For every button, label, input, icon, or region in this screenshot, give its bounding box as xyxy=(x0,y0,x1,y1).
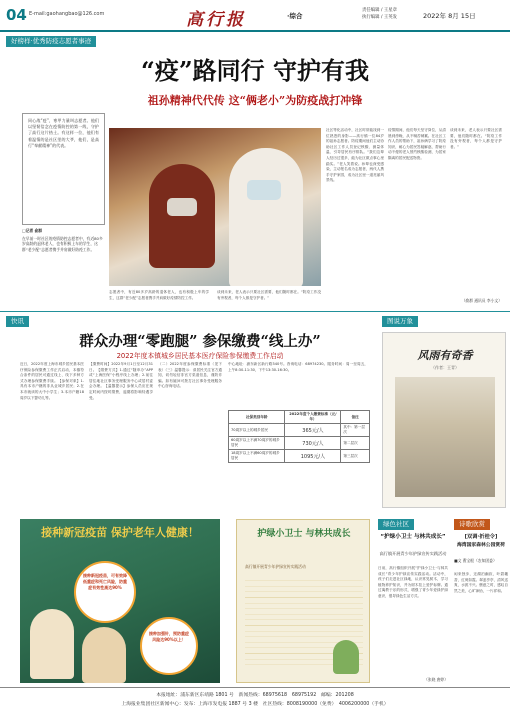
poem-body: 闲来独步，还湖泊幽寂，叶碧藕香，红荷如霞。翠盖亭亭，清风送爽，水波不兴。惬意之时，感叹自然之美，心旷神怡，一片祥和。 xyxy=(454,572,508,593)
masthead-email: E-mail:gaohangbao@126.com xyxy=(29,11,105,17)
photo-volunteer-right xyxy=(229,148,303,286)
issue-date: 2022年 8月 15日 xyxy=(423,12,476,20)
table-cell: 60周岁以上不满70周岁的城乡居民 xyxy=(229,437,285,450)
table-header: 备注 xyxy=(341,411,370,424)
exec-editor: 执行编辑 / 王英发 xyxy=(362,15,398,20)
green-community-subheadline: 高行镇开展青少年护绿宣传实践活动 xyxy=(379,551,447,556)
green-community-headline: “护绿小卫士 与林共成长” xyxy=(380,534,446,540)
art-credit: （作者：王青） xyxy=(431,365,459,370)
table-row xyxy=(229,450,370,463)
table-cell: 70周岁以上的城乡居民 xyxy=(229,424,285,437)
footer-rule xyxy=(0,687,510,688)
quick-col4: 中心地址：浦东新区新行路340号。咨询电话：68974230。服务时间：周一至周五，上午8:30-11:30，下午13:30-16:30。 xyxy=(228,362,368,372)
table-cell: 365元/人 xyxy=(285,424,341,437)
painting xyxy=(395,377,495,497)
green-poster-desc: 高行镇开展青少年护绿宣传实践活动 xyxy=(245,564,306,569)
intro-quote: 同心战“疫”，寒甲力量叫志愿者。他们以坚韧信念在疫情防控的第一线，守护了高行这片热土。有这样一位，他们有着温情的是社区里的大爷，他们，是高行“奉献精神”的代表。 xyxy=(28,118,99,148)
editors xyxy=(362,7,397,21)
page-number: 04 xyxy=(6,6,27,24)
quick-col3: （二）2022年度参保缴费标准（见下表）（三）温馨提示：请居民关注官方通知，切勿轻信非官方渠道信息，谨防诈骗。如有疑问可拨打社区事务受理服务中心咨询电话。 xyxy=(158,362,222,389)
table-cell: 730元/人 xyxy=(285,437,341,450)
main-photo xyxy=(109,128,321,286)
table-header: 2022年度个人缴费标准（元/年） xyxy=(285,411,341,424)
poem-title: [双调·折桂令] xyxy=(464,534,498,540)
green-community-byline: （张晓 唐婷） xyxy=(424,677,448,682)
footer-line-1: 本报地址：浦东新区东靖路 1801 号 新闻热线：68975618 68975192 邮编：201208 xyxy=(156,693,354,698)
vaccine-poster-title: 接种新冠疫苗 保护老年人健康！ xyxy=(41,526,199,539)
headline: “疫”路同行 守护有我 xyxy=(141,56,369,85)
table-cell: 其中：第一层次 xyxy=(341,424,370,437)
photo-mask xyxy=(167,198,197,216)
photo-caption: 在早前一时社区的疫情防控志愿者中，有近80多岁高龄的退休老人，也有积极上车的学生，这群“老少配”志愿者携手并肩做好防疫工作。 xyxy=(22,236,103,252)
vaccine-bubble-1: 接种新冠疫苗，可有效降低重症和死亡风险，防重症有效性高达90% xyxy=(74,561,136,623)
green-guard-poster xyxy=(236,519,370,683)
body-col2: 志愿者中，有近80多岁高龄的退休老人，也有积极上车的学生，这群“老少配”志愿者携手并肩做好疫情防控工作。 xyxy=(109,290,209,300)
calligraphy-text: 风雨有奇香 xyxy=(417,349,473,362)
divider xyxy=(0,311,510,312)
table-row xyxy=(229,424,370,437)
intro-quote-box xyxy=(22,113,105,225)
body-col4: 疫情期间，他们每天坚守岗位，从清晨到傍晚，从不喊苦喊累。在社区工作人员的帮助下，祖孙俩学习了防疫知识，耐心为居民答疑解惑，帮助行动不便的老人预约核酸检测，为居家隔离的居民配送物资。 xyxy=(388,128,446,160)
art-column-tag: 图说万象 xyxy=(382,316,418,327)
editor: 责任编辑 / 王星章 xyxy=(362,8,398,13)
masthead-rule xyxy=(0,30,510,32)
quick-news-subheadline: 2022年度本镇城乡居民基本医疗保险参保缴费工作启动 xyxy=(116,352,284,360)
quick-news-headline: 群众办理“零跑腿” 参保缴费“线上办” xyxy=(79,333,321,350)
table-cell: 1095元/人 xyxy=(285,450,341,463)
green-community-tag: 绿色社区 xyxy=(378,519,414,530)
poetry-tag: 诗歌欣赏 xyxy=(454,519,490,530)
table-header-row xyxy=(229,411,370,424)
table-row xyxy=(229,437,370,450)
footer xyxy=(0,689,510,714)
green-poster-title: 护绿小卫士 与林共成长 xyxy=(257,529,351,539)
premium-table xyxy=(228,410,370,463)
elderly-figure xyxy=(30,609,74,679)
vaccine-poster xyxy=(20,519,220,683)
section-tag: 好榜样·优秀防疫志愿者事迹 xyxy=(6,36,96,47)
table-header: 社保类别年龄 xyxy=(229,411,285,424)
newspaper-logo: 高行报 xyxy=(186,10,246,30)
art-frame xyxy=(382,332,506,508)
byline: □记者 俞群 xyxy=(22,228,43,233)
photo-volunteer-left xyxy=(149,164,215,268)
tree-icon xyxy=(333,640,359,674)
end-note: （俞群 通讯员 李小文） xyxy=(461,298,502,303)
photo-mask xyxy=(247,180,281,200)
elderly-figure xyxy=(82,627,126,683)
vaccine-bubble-2: 接种加强针，预防重症风险达90%以上！ xyxy=(140,617,198,675)
quick-col1: 近日，2022年度上海市城乡居民基本医疗保险参保缴费工作正式启动，本镇符合条件的居民可通过线上、线下多种方式办理参保缴费手续。【参保对象】1.具有本市户籍的非从业城乡居民；2.在本市就读的大中小学生；3.本市户籍18周岁以下婴幼儿等。 xyxy=(20,362,84,400)
green-community-body: 日前，高行镇组织开展“护绿小卫士·与林共成长”青少年护绿宣传实践活动。活动中，孩子们走进社区绿地，认识常见树木，学习植物养护知识，并为树木挂上爱护标牌。通过寓教于乐的形式，增强了青少年爱绿护绿意识，倡导绿色生活方式。 xyxy=(378,566,448,598)
section-name: ·综合 xyxy=(287,12,303,20)
poem-subtitle: 海湾国家森林公园赏荷 xyxy=(457,543,505,548)
subheadline: 祖孙精神代代传 这“俩老小”为防疫战打冲锋 xyxy=(147,94,363,107)
quick-col2: 【缴费时间】2022年9月1日至12月31日。【缴费方式】1.通过“随申办”APP或“上海医保”小程序线上办理；2.前往居住地社区事务受理服务中心或居村委会办理。【温馨提示】参保人员应在规定时间内按时缴费，逾期将影响待遇享受。 xyxy=(89,362,153,400)
footer-line-2: 上海报业集团社区新闻中心：发布：上海市发电报 1887 号 3 楼 社区热线：8008190000（免费） 4006200000（手机） xyxy=(121,702,389,707)
table-cell: 第二层次 xyxy=(341,437,370,450)
body-col3: 社区等化活动中，社区时常能找到一位熟悉的身影——高行镇一位84岁的祖孙志愿者。防疫期间他们主动协助社区工作人员登记核酸、测量体温、引导居民有序排队。“我们这辈人经历过很多，能为社区做点事心里踏实。”老人笑着说。孙辈也深受感染，主动报名成为志愿者，两代人携手守护家园，成为社区里一道亮丽风景线。 xyxy=(326,128,384,183)
poem-author: ■文 曹宝根（农知团委） xyxy=(454,558,497,563)
body-col2b: 谈到未来，老人表示只要社区需要，他们随时都在。“防疫工作没有旁观者，每个人都是守护者。” xyxy=(217,290,321,300)
table-cell: 18周岁以上不满60周岁的城乡居民 xyxy=(229,450,285,463)
table-cell: 第三层次 xyxy=(341,450,370,463)
quick-news-tag: 快讯 xyxy=(6,316,29,327)
body-col5: 谈到未来，老人表示只要社区需要，他们随时都在。“防疫工作没有旁观者，每个人都是守护者。” xyxy=(450,128,502,149)
